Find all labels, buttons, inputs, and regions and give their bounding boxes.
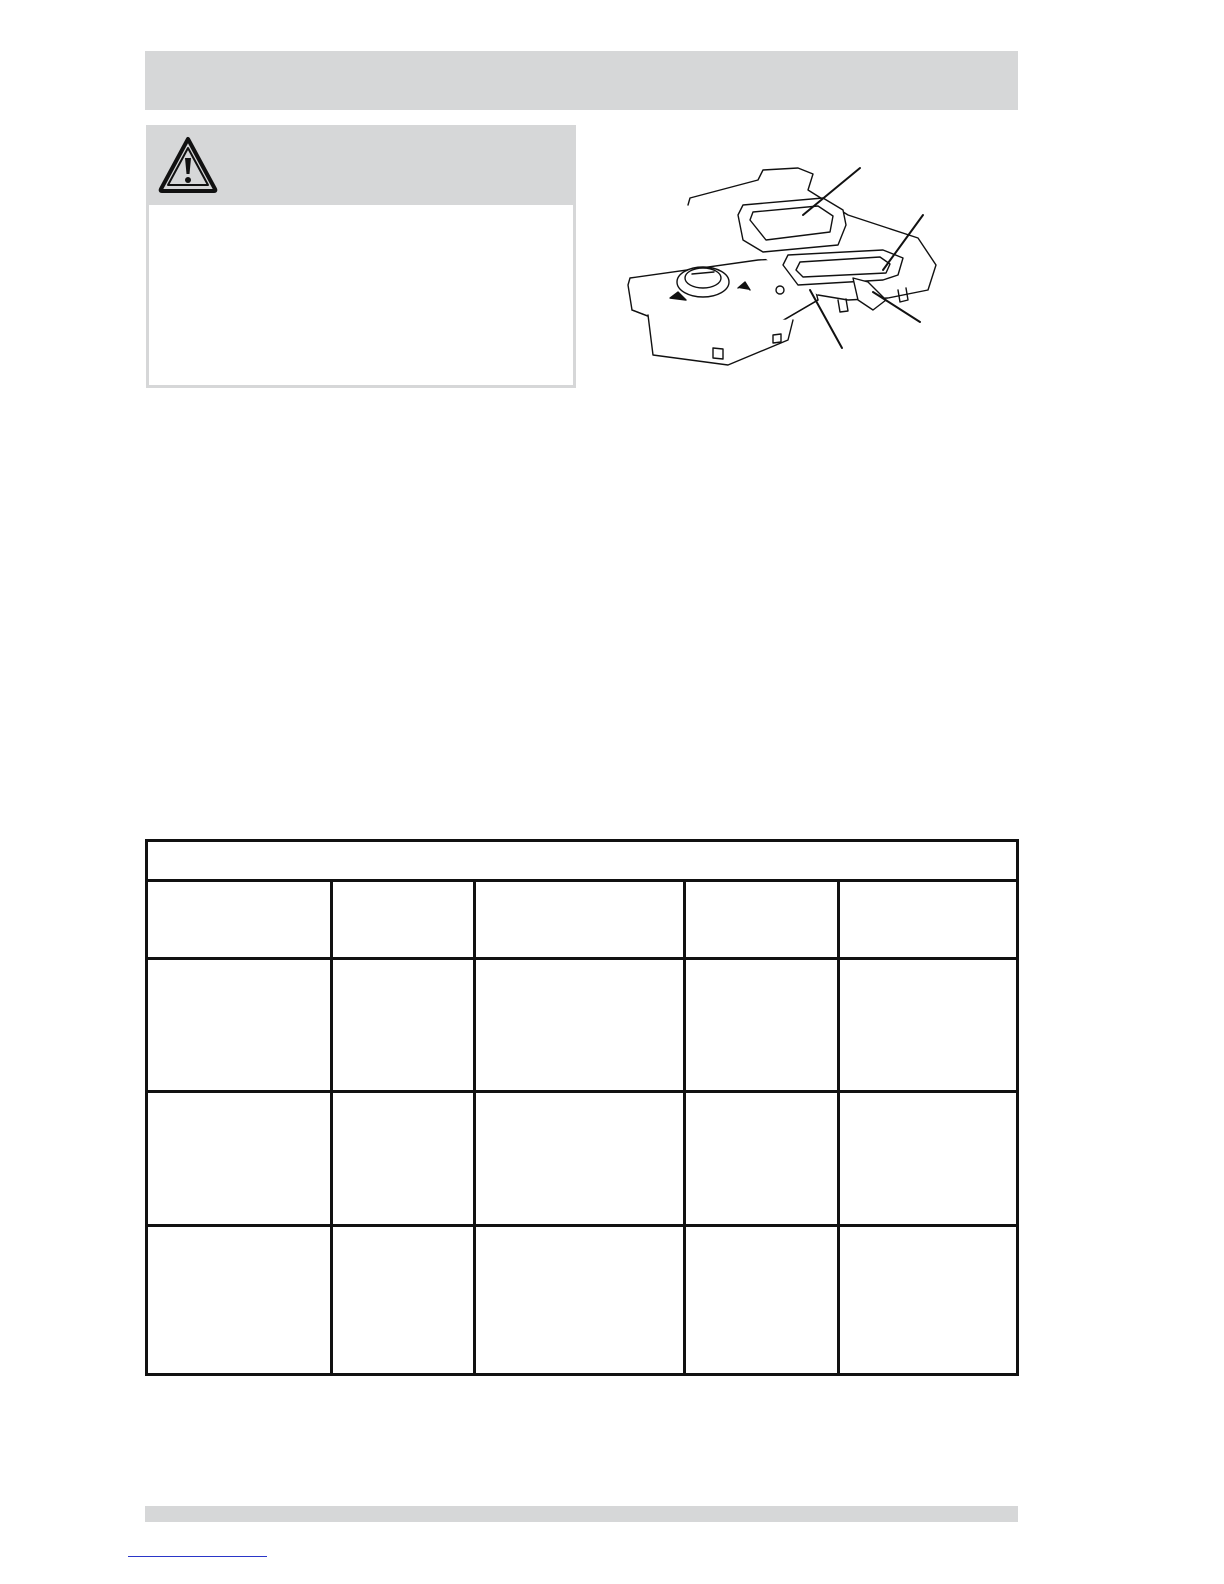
page-header-bar xyxy=(145,51,1018,110)
spec-table xyxy=(145,839,1019,1376)
warning-box xyxy=(146,125,576,388)
table-col-divider xyxy=(683,879,686,1374)
table-col-divider xyxy=(330,879,333,1374)
footer-link-rule xyxy=(128,1556,267,1557)
table-rule xyxy=(148,957,1016,960)
table-rule xyxy=(148,879,1016,882)
table-col-divider xyxy=(473,879,476,1374)
table-rule xyxy=(148,1224,1016,1227)
dispenser-diagram xyxy=(618,160,938,380)
warning-header xyxy=(149,128,573,205)
table-rule xyxy=(148,1090,1016,1093)
page-footer-bar xyxy=(145,1506,1018,1522)
table-col-divider xyxy=(837,879,840,1374)
warning-icon xyxy=(157,136,219,194)
